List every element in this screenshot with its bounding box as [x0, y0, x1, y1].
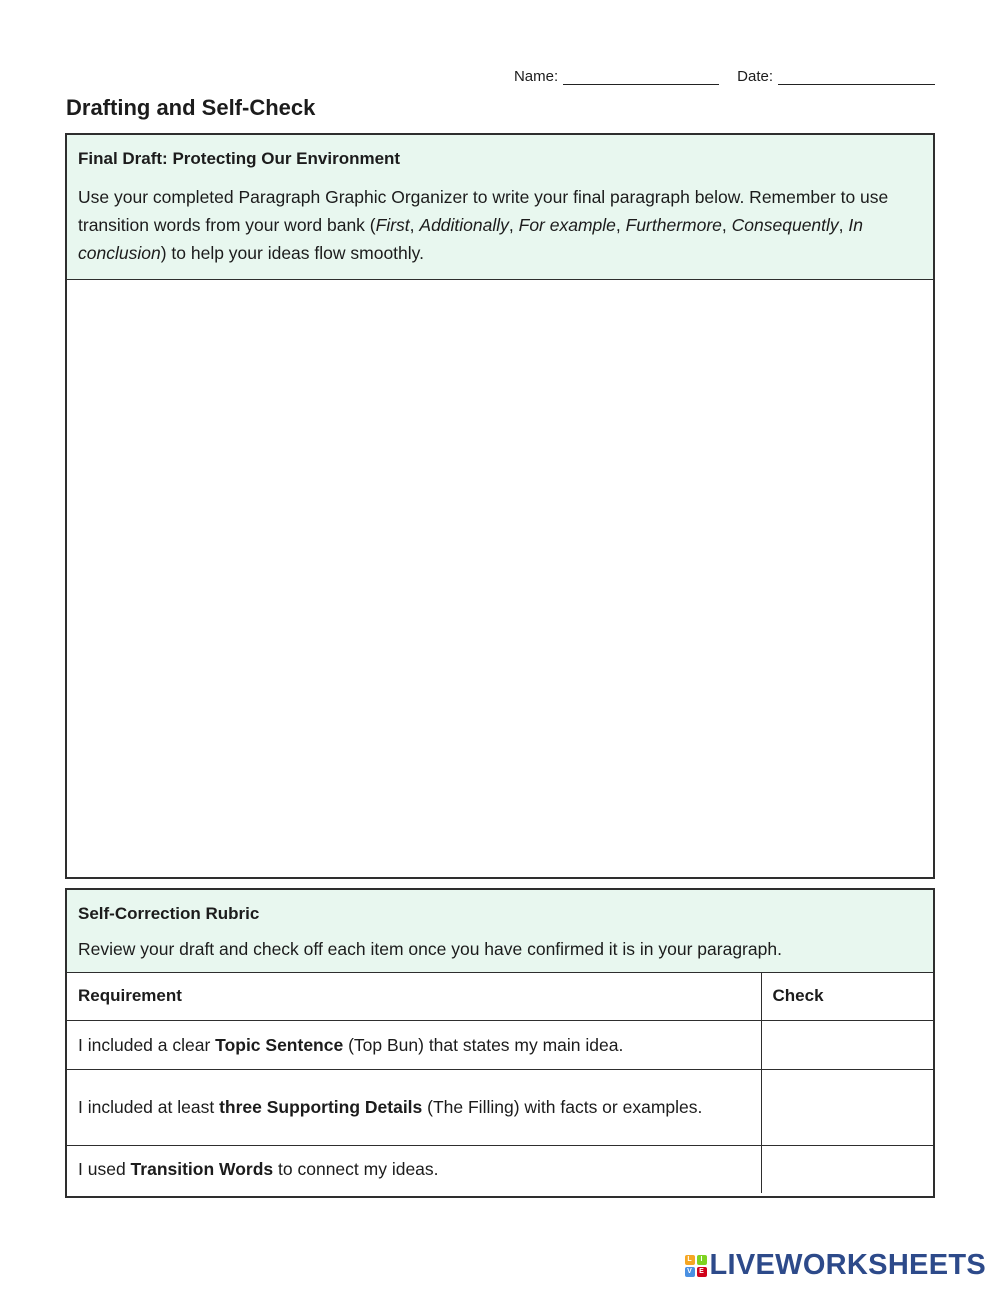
- date-input-line[interactable]: [778, 71, 935, 85]
- table-row: [67, 1020, 933, 1069]
- logo-text: LIVEWORKSHEETS: [709, 1249, 986, 1281]
- rubric-header: [67, 890, 933, 973]
- final-draft-writing-area[interactable]: [67, 280, 933, 880]
- rubric-box: [65, 888, 935, 1198]
- logo-mark-tile: L: [685, 1255, 695, 1265]
- check-column-header: Check: [761, 973, 933, 1020]
- table-row: [67, 1069, 933, 1145]
- rubric-header-row: [67, 973, 933, 1020]
- logo-mark-icon: [685, 1255, 707, 1277]
- transition-word: Additionally: [419, 215, 509, 235]
- final-draft-heading: Final Draft: Protecting Our Environment: [78, 149, 401, 168]
- table-row: [67, 1145, 933, 1193]
- transition-word: For example: [518, 215, 616, 235]
- rubric-heading: Self-Correction Rubric: [78, 904, 260, 923]
- page-title: Drafting and Self-Check: [66, 95, 316, 120]
- date-field: [737, 68, 935, 85]
- liveworksheets-logo: [685, 1249, 987, 1282]
- transition-word: Consequently: [731, 215, 839, 235]
- requirement-column-header: Requirement: [67, 973, 761, 1020]
- name-label: Name:: [513, 68, 559, 85]
- final-draft-instructions: Use your completed Paragraph Graphic Organizer to write your final paragraph below. Remember to use transition words from your word bank (First, Additionally, For example, Furthermore, Consequently, In conclusion) to help your ideas flow smoothly.: [78, 187, 889, 263]
- requirement-cell: I used Transition Words to connect my ideas.: [67, 1145, 761, 1193]
- rubric-table: [67, 973, 933, 1193]
- name-field: [514, 68, 719, 85]
- check-cell[interactable]: [761, 1145, 933, 1193]
- logo-mark-tile: V: [685, 1267, 695, 1277]
- header-fields: [514, 68, 935, 85]
- name-input-line[interactable]: [563, 71, 719, 85]
- check-cell[interactable]: [761, 1069, 933, 1145]
- final-draft-header: [67, 135, 933, 280]
- transition-word: First: [375, 215, 410, 235]
- requirement-cell: I included a clear Topic Sentence (Top Bun) that states my main idea.: [67, 1020, 761, 1069]
- rubric-instructions: Review your draft and check off each item once you have confirmed it is in your paragraph.: [78, 939, 782, 959]
- requirement-cell: I included at least three Supporting Details (The Filling) with facts or examples.: [67, 1069, 761, 1145]
- transition-word: Furthermore: [625, 215, 722, 235]
- date-label: Date:: [737, 68, 773, 85]
- logo-mark-tile: I: [697, 1255, 707, 1265]
- check-cell[interactable]: [761, 1020, 933, 1069]
- transition-word: In conclusion: [78, 215, 864, 263]
- logo-mark-tile: E: [697, 1267, 707, 1277]
- final-draft-box: [65, 133, 935, 879]
